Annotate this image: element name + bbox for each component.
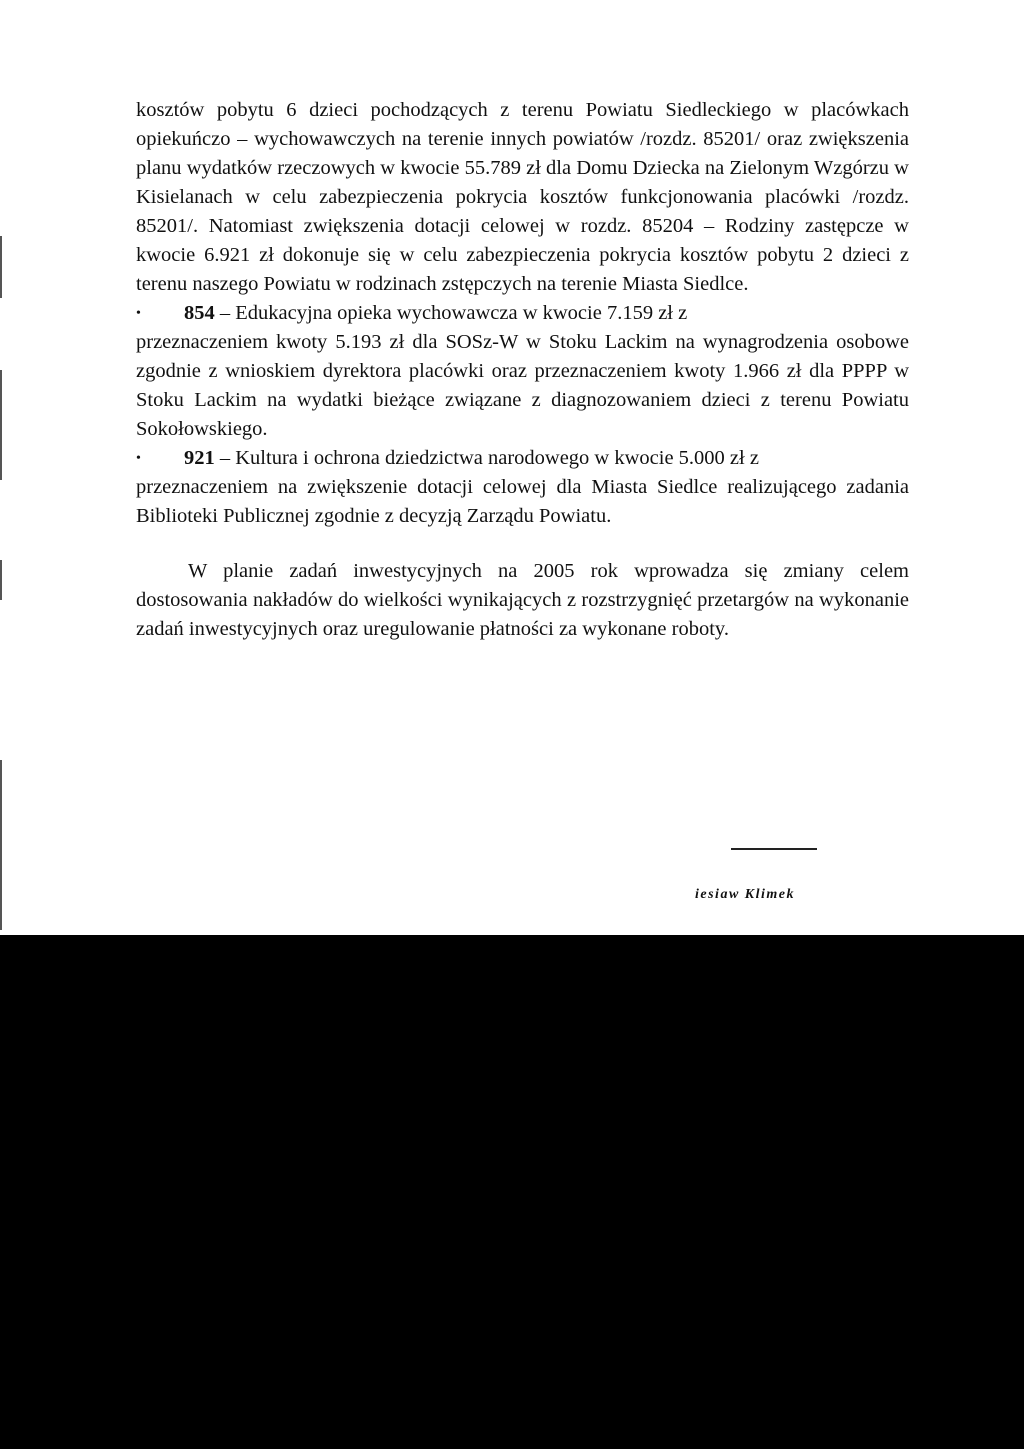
list-item-lead [184,444,909,473]
bullet-icon: • [136,451,141,466]
scan-edge-mark [0,236,2,298]
list-item [136,299,909,328]
list-item [136,444,909,473]
scan-edge-mark [0,370,2,480]
scan-edge-mark [0,560,2,600]
signature: iesiaw Klimek [695,887,795,902]
signature-line [731,848,817,850]
section-code: 921 [184,447,215,469]
scan-edge-mark [0,760,2,930]
paragraph-intro: kosztów pobytu 6 dzieci pochodzących z terenu Powiatu Siedleckiego w placówkach opiekuńczo – wychowawczych na terenie innych powiatów /rozdz. 85201/ oraz zwiększenia planu wydatków rzeczowych w kwocie 55.789 zł dla Domu Dziecka na Zielonym Wzgórzu w Kisielanach w celu zabezpieczenia pokrycia kosztów funkcjonowania placówki /rozdz. 85201/. Natomiast zwiększenia dotacji celowej w rozdz. 85204 – Rodziny zastępcze w kwocie 6.921 zł dokonuje się w celu zabezpieczenia pokrycia kosztów pobytu 2 dzieci z terenu naszego Powiatu w rodzinach zstępczych na terenie Miasta Siedlce. [136,99,909,295]
list-item-text: – Edukacyjna opieka wychowawcza w kwocie 7.159 zł z [214,302,688,324]
section-code: 854 [184,302,215,324]
list-item-lead [184,299,909,328]
paragraph-investment: W planie zadań inwestycyjnych na 2005 rok wprowadza się zmiany celem dostosowania nakładów do wielkości wynikających z rozstrzygnięć przetargów na wykonanie zadań inwestycyjnych oraz uregulowanie płatności za wykonane roboty. [136,560,909,640]
document-body [136,96,909,644]
list-item-continuation: przeznaczeniem kwoty 5.193 zł dla SOSz-W w Stoku Lackim na wynagrodzenia osobowe zgodnie z wnioskiem dyrektora placówki oraz przeznaczeniem kwoty 1.966 zł dla PPPP w Stoku Lackim na wydatki bieżące związane z diagnozowaniem dzieci z terenu Powiatu Sokołowskiego. [136,331,909,440]
bullet-icon: • [136,306,141,321]
list-item-text: – Kultura i ochrona dziedzictwa narodowego w kwocie 5.000 zł z [214,447,759,469]
paragraph-spacer [136,531,909,557]
list-item-continuation: przeznaczeniem na zwiększenie dotacji celowej dla Miasta Siedlce realizującego zadania Biblioteki Publicznej zgodnie z decyzją Zarządu Powiatu. [136,476,909,527]
